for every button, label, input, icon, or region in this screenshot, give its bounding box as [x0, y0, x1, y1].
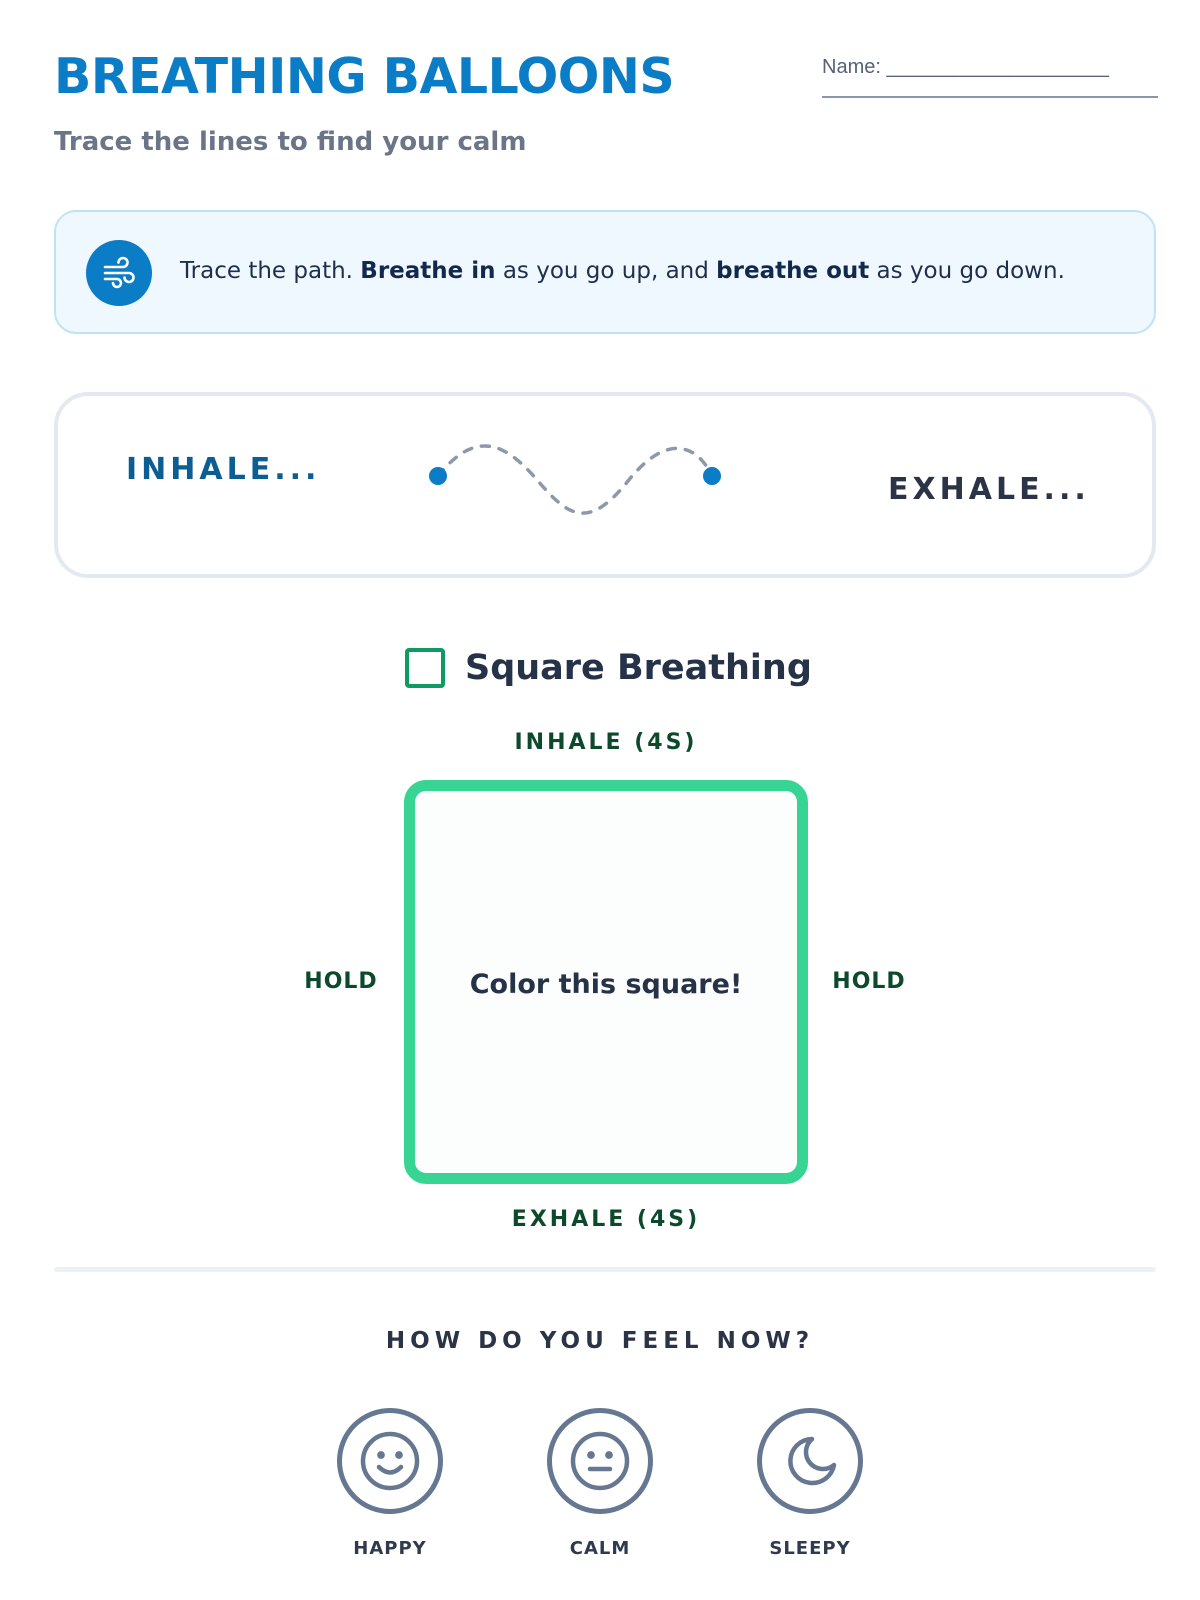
feeling-happy[interactable]: [320, 1408, 460, 1559]
square-right-label: HOLD: [832, 969, 906, 994]
exhale-label: EXHALE...: [888, 472, 1090, 507]
smile-icon: [337, 1408, 443, 1514]
feeling-sleepy[interactable]: [740, 1408, 880, 1559]
square-checkbox[interactable]: [405, 648, 445, 688]
square-instruction: Color this square!: [469, 969, 743, 1000]
feelings-heading: HOW DO YOU FEEL NOW?: [385, 1328, 815, 1354]
feeling-label: SLEEPY: [769, 1538, 851, 1559]
coloring-square[interactable]: [404, 780, 808, 1184]
feeling-label: CALM: [569, 1538, 631, 1559]
square-top-label: INHALE (4S): [514, 730, 698, 755]
square-breathing-title: Square Breathing: [465, 648, 812, 688]
trace-path[interactable]: [428, 436, 738, 536]
square-breathing-heading: [405, 648, 812, 688]
instruction-banner: [54, 210, 1156, 334]
section-divider: [54, 1267, 1156, 1272]
wind-icon: [86, 240, 152, 306]
feeling-label: HAPPY: [353, 1538, 427, 1559]
page-subtitle: Trace the lines to find your calm: [54, 127, 527, 157]
feeling-calm[interactable]: [530, 1408, 670, 1559]
neutral-face-icon: [547, 1408, 653, 1514]
inhale-label: INHALE...: [126, 452, 321, 487]
path-end-dot: [703, 467, 721, 485]
page-title: BREATHING BALLOONS: [54, 48, 675, 105]
breath-wave-card: [54, 392, 1156, 578]
square-bottom-label: EXHALE (4S): [511, 1207, 701, 1232]
path-start-dot: [429, 467, 447, 485]
square-left-label: HOLD: [304, 969, 378, 994]
name-field[interactable]: Name: ____________________: [822, 56, 1158, 98]
instruction-text: Trace the path. Breathe in as you go up, and breathe out as you go down.: [180, 258, 1065, 284]
moon-icon: [757, 1408, 863, 1514]
